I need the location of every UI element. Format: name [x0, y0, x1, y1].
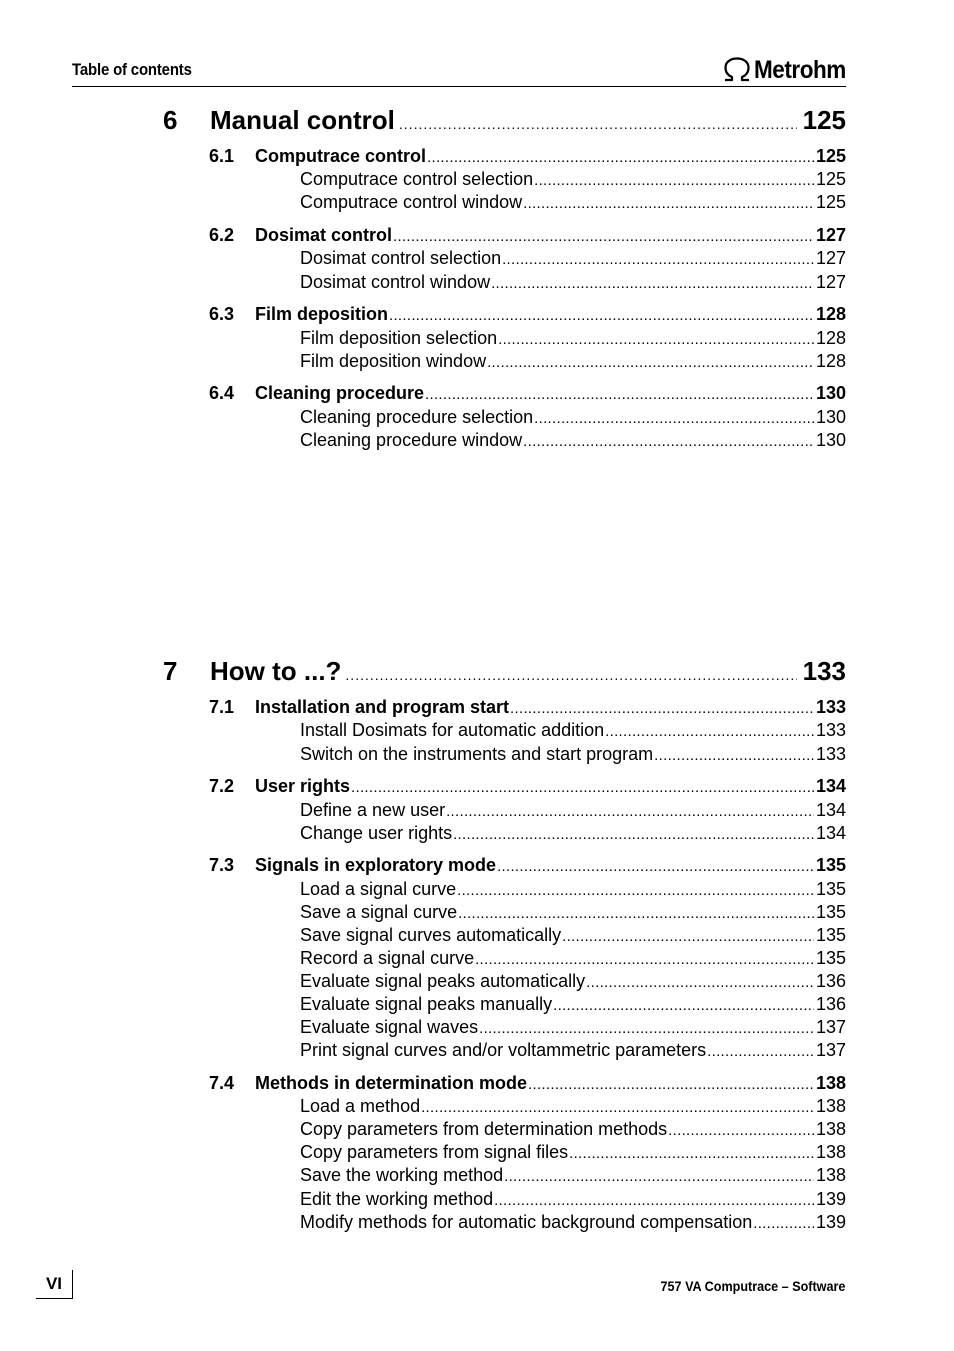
section-title: Methods in determination mode — [255, 1073, 528, 1093]
toc-entry[interactable] — [300, 1040, 846, 1061]
section-number: 6.1 — [209, 146, 235, 166]
toc-entry[interactable] — [300, 948, 846, 969]
leader-dots — [528, 1076, 814, 1093]
entry-page: 135 — [815, 948, 846, 968]
chapter-title: Manual control — [210, 105, 395, 135]
leader-dots — [753, 1215, 814, 1232]
section-page: 133 — [815, 697, 846, 717]
entry-page: 139 — [815, 1189, 846, 1209]
section-page: 135 — [815, 855, 846, 875]
entry-title: Film deposition selection — [300, 328, 498, 348]
leader-dots — [569, 1145, 814, 1162]
entry-title: Dosimat control selection — [300, 248, 502, 268]
leader-dots — [654, 747, 814, 764]
toc-entry[interactable] — [300, 430, 846, 451]
section-number: 6.3 — [209, 304, 235, 324]
toc-chapter-7[interactable] — [163, 656, 846, 687]
entry-page: 133 — [815, 744, 846, 764]
entry-page: 128 — [815, 351, 846, 371]
entry-page: 135 — [815, 879, 846, 899]
section-number: 7.2 — [209, 776, 235, 796]
section-number: 7.1 — [209, 697, 235, 717]
leader-dots — [453, 826, 814, 843]
entry-title: Load a method — [300, 1096, 421, 1116]
leader-dots — [446, 803, 814, 820]
entry-page: 137 — [815, 1017, 846, 1037]
section-page: 127 — [815, 225, 846, 245]
leader-dots — [389, 307, 814, 324]
section-title: Dosimat control — [255, 225, 393, 245]
toc-entry[interactable] — [300, 1142, 846, 1163]
entry-page: 135 — [815, 925, 846, 945]
toc-entry[interactable] — [300, 1165, 846, 1186]
toc-entry[interactable] — [300, 994, 846, 1015]
leader-dots — [668, 1122, 814, 1139]
entry-page: 136 — [815, 971, 846, 991]
entry-page: 139 — [815, 1212, 846, 1232]
toc-entry[interactable] — [300, 351, 846, 372]
leader-dots — [479, 1020, 814, 1037]
section-page: 128 — [815, 304, 846, 324]
leader-dots — [504, 1168, 814, 1185]
leader-dots — [553, 997, 814, 1014]
entry-title: Copy parameters from determination methods — [300, 1119, 668, 1139]
section-title: User rights — [255, 776, 351, 796]
entry-page: 134 — [815, 800, 846, 820]
toc-entry[interactable] — [300, 800, 846, 821]
section-page: 134 — [815, 776, 846, 796]
chapter-number: 6 — [163, 105, 178, 135]
entry-title: Evaluate signal waves — [300, 1017, 479, 1037]
entry-page: 138 — [815, 1119, 846, 1139]
entry-title: Record a signal curve — [300, 948, 475, 968]
entry-page: 138 — [815, 1096, 846, 1116]
leader-dots — [457, 882, 814, 899]
leader-dots — [351, 779, 814, 796]
page-number: VI — [36, 1270, 73, 1299]
entry-title: Modify methods for automatic background compensation — [300, 1212, 753, 1232]
leader-dots — [399, 116, 797, 132]
chapter-number: 7 — [163, 656, 178, 686]
section-number: 6.2 — [209, 225, 235, 245]
section-page: 138 — [815, 1073, 846, 1093]
entry-page: 134 — [815, 823, 846, 843]
entry-title: Cleaning procedure selection — [300, 407, 534, 427]
entry-title: Save signal curves automatically — [300, 925, 562, 945]
entry-page: 125 — [815, 192, 846, 212]
header-rule — [72, 86, 846, 87]
toc-entry[interactable] — [300, 925, 846, 946]
toc-entry[interactable] — [300, 1096, 846, 1117]
omega-icon — [722, 57, 752, 83]
entry-title: Cleaning procedure window — [300, 430, 523, 450]
toc-entry[interactable] — [300, 879, 846, 900]
chapter-title: How to ...? — [210, 656, 342, 686]
entry-page: 130 — [815, 407, 846, 427]
entry-title: Switch on the instruments and start program — [300, 744, 654, 764]
entry-title: Save a signal curve — [300, 902, 458, 922]
toc-section[interactable] — [209, 697, 846, 718]
leader-dots — [510, 700, 814, 717]
entry-page: 135 — [815, 902, 846, 922]
toc-section[interactable] — [209, 383, 846, 404]
toc-section[interactable] — [209, 776, 846, 797]
leader-dots — [497, 858, 814, 875]
section-title: Installation and program start — [255, 697, 510, 717]
leader-dots — [494, 1192, 814, 1209]
leader-dots — [487, 354, 814, 371]
toc-entry[interactable] — [300, 169, 846, 190]
leader-dots — [534, 172, 814, 189]
toc-section[interactable] — [209, 225, 846, 246]
entry-page: 138 — [815, 1142, 846, 1162]
leader-dots — [562, 928, 814, 945]
leader-dots — [458, 905, 814, 922]
leader-dots — [475, 951, 814, 968]
section-title: Signals in exploratory mode — [255, 855, 497, 875]
entry-title: Load a signal curve — [300, 879, 457, 899]
entry-title: Change user rights — [300, 823, 453, 843]
entry-page: 127 — [815, 272, 846, 292]
toc-entry[interactable] — [300, 272, 846, 293]
toc-entry[interactable] — [300, 971, 846, 992]
leader-dots — [523, 433, 814, 450]
entry-page: 138 — [815, 1165, 846, 1185]
entry-title: Evaluate signal peaks manually — [300, 994, 553, 1014]
leader-dots — [491, 275, 814, 292]
toc-entry[interactable] — [300, 407, 846, 428]
entry-page: 125 — [815, 169, 846, 189]
toc-entry[interactable] — [300, 823, 846, 844]
entry-page: 133 — [815, 720, 846, 740]
toc-entry[interactable] — [300, 1189, 846, 1210]
entry-title: Dosimat control window — [300, 272, 491, 292]
entry-title: Evaluate signal peaks automatically — [300, 971, 586, 991]
entry-title: Film deposition window — [300, 351, 487, 371]
section-number: 7.3 — [209, 855, 235, 875]
toc-entry[interactable] — [300, 1212, 846, 1233]
section-title: Cleaning procedure — [255, 383, 425, 403]
toc-entry[interactable] — [300, 744, 846, 765]
entry-title: Print signal curves and/or voltammetric parameters — [300, 1040, 707, 1060]
entry-title: Define a new user — [300, 800, 446, 820]
leader-dots — [425, 386, 814, 403]
leader-dots — [586, 974, 814, 991]
entry-title: Install Dosimats for automatic addition — [300, 720, 605, 740]
toc-entry[interactable] — [300, 720, 846, 741]
entry-page: 136 — [815, 994, 846, 1014]
leader-dots — [605, 723, 814, 740]
chapter-page: 125 — [802, 105, 846, 135]
toc-section[interactable] — [209, 304, 846, 325]
section-number: 6.4 — [209, 383, 235, 403]
section-page: 130 — [815, 383, 846, 403]
toc-entry[interactable] — [300, 902, 846, 923]
chapter-page: 133 — [802, 656, 846, 686]
toc-chapter-6[interactable] — [163, 105, 846, 136]
section-page: 125 — [815, 146, 846, 166]
leader-dots — [523, 195, 814, 212]
entry-title: Computrace control window — [300, 192, 523, 212]
leader-dots — [345, 667, 796, 683]
metrohm-logo — [722, 54, 856, 86]
toc-entry[interactable] — [300, 248, 846, 269]
toc-section[interactable] — [209, 146, 846, 167]
section-title: Computrace control — [255, 146, 427, 166]
section-number: 7.4 — [209, 1073, 235, 1093]
leader-dots — [427, 149, 814, 166]
toc-section[interactable] — [209, 1073, 846, 1094]
entry-page: 137 — [815, 1040, 846, 1060]
entry-title: Save the working method — [300, 1165, 504, 1185]
leader-dots — [534, 410, 814, 427]
toc-entry[interactable] — [300, 328, 846, 349]
toc-entry[interactable] — [300, 1017, 846, 1038]
logo-text: Metrohm — [754, 55, 846, 84]
section-title: Film deposition — [255, 304, 388, 324]
leader-dots — [498, 331, 814, 348]
leader-dots — [393, 228, 814, 245]
leader-dots — [502, 251, 814, 268]
leader-dots — [421, 1099, 814, 1116]
entry-page: 128 — [815, 328, 846, 348]
running-header-title: Table of contents — [72, 60, 192, 79]
toc-section[interactable] — [209, 855, 846, 876]
toc-entry[interactable] — [300, 192, 846, 213]
entry-title: Computrace control selection — [300, 169, 534, 189]
product-name: 757 VA Computrace – Software — [660, 1278, 845, 1294]
entry-page: 127 — [815, 248, 846, 268]
entry-page: 130 — [815, 430, 846, 450]
entry-title: Copy parameters from signal files — [300, 1142, 569, 1162]
leader-dots — [707, 1043, 814, 1060]
entry-title: Edit the working method — [300, 1189, 494, 1209]
toc-entry[interactable] — [300, 1119, 846, 1140]
